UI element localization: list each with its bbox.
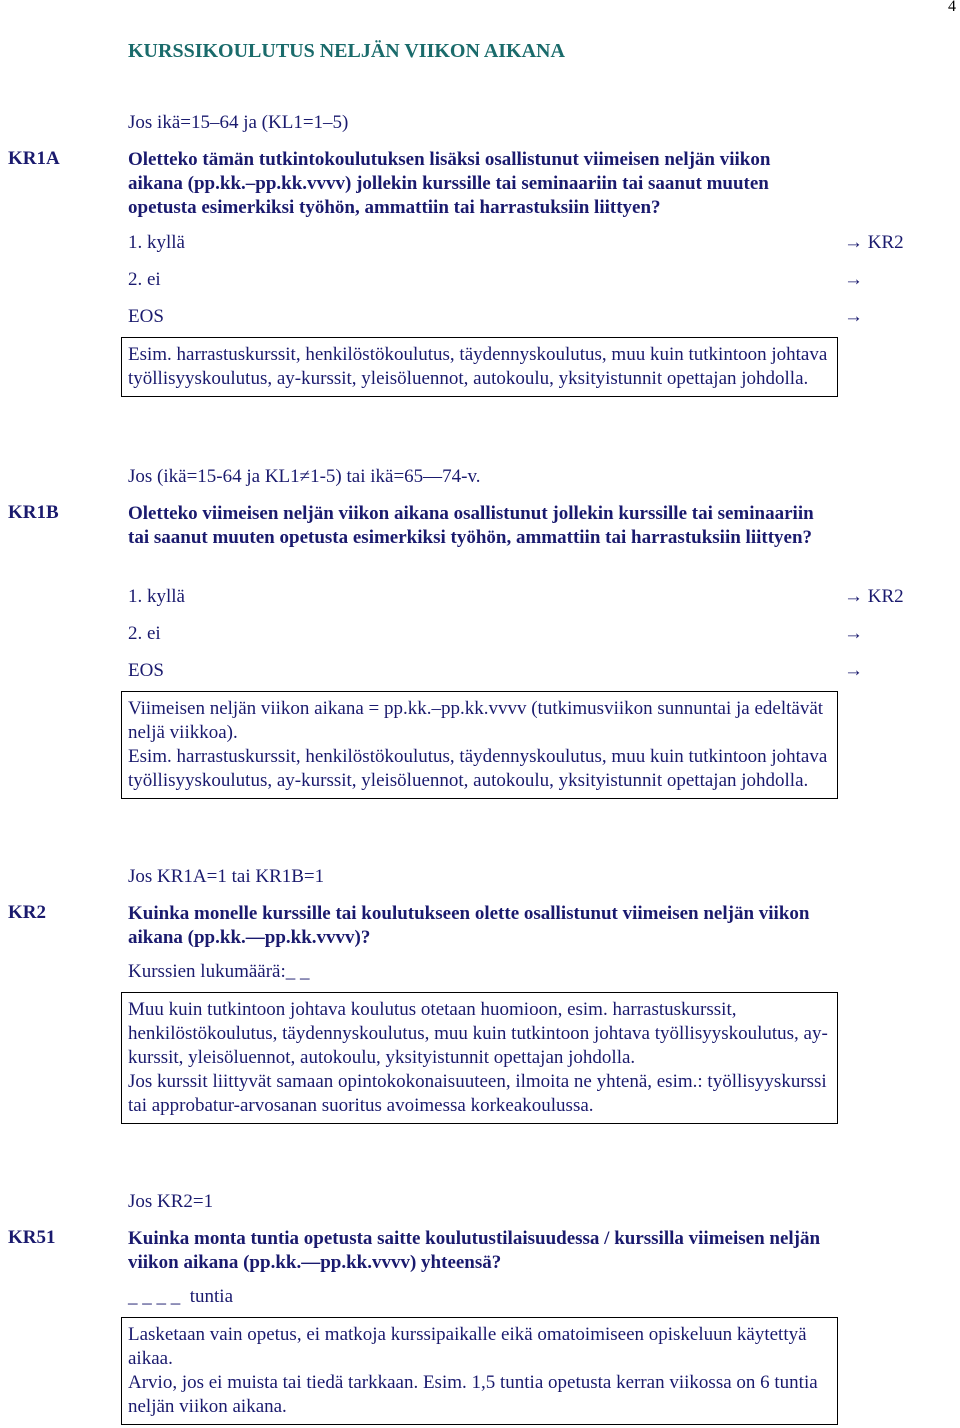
instruction-text: Jos kurssit liittyvät samaan opintokokonaisuuteen, ilmoita ne yhtenä, esim.: työllisyyskurssi tai approbatur-arvosanan suoritus avoimessa korkeakoulussa. — [128, 1071, 827, 1116]
condition-text: Jos KR1A=1 tai KR1B=1 — [128, 866, 325, 887]
condition-text: Jos ikä=15–64 ja (KL1=1–5) — [128, 112, 349, 133]
condition-text: Jos KR2=1 — [128, 1191, 214, 1212]
instruction-text: Viimeisen neljän viikon aikana = pp.kk.–pp.kk.vvvv (tutkimusviikon sunnuntai ja edeltävät neljä viikkoa). — [128, 698, 824, 743]
condition-text: Jos (ikä=15-64 ja KL1≠1-5) tai ikä=65—74-v. — [128, 466, 481, 487]
instruction-text: Lasketaan vain opetus, ei matkoja kurssipaikalle eikä omatoimiseen opiskeluun käytettyä aikaa. — [128, 1324, 807, 1369]
option-eos[interactable]: EOS — [128, 660, 164, 681]
question-text: Oletteko tämän tutkintokoulutuksen lisäksi osallistunut viimeisen neljän viikon aikana (pp.kk.–pp.kk.vvvv) jollekin kurssille tai seminaariin tai saanut muuten opetusta esimerkiksi työhön, ammattiin tai harrastuksiin liittyen? — [128, 149, 771, 218]
question-text: Kuinka monelle kurssille tai koulutukseen olette osallistunut viimeisen neljän viikon aikana (pp.kk.—pp.kk.vvvv)? — [128, 903, 810, 948]
question-code: KR1A — [8, 148, 60, 169]
option-yes[interactable]: 1. kyllä — [128, 586, 185, 607]
option-no[interactable]: 2. ei — [128, 269, 161, 290]
instruction-text: Esim. harrastuskurssit, henkilöstökoulutus, täydennyskoulutus, muu kuin tutkintoon johtava työllisyyskoulutus, ay-kurssit, yleisöluennot, autokoulu, yksityistunnit opettajan johdolla. — [128, 344, 828, 389]
instruction-text: Arvio, jos ei muista tai tiedä tarkkaan. Esim. 1,5 tuntia opetusta kerran viikossa on 6 tuntia neljän viikon aikana. — [128, 1372, 818, 1417]
page-number: 4 — [948, 0, 956, 15]
routing-arrow: → — [844, 306, 863, 327]
instruction-box — [121, 691, 838, 799]
section-title: KURSSIKOULUTUS NELJÄN VIIKON AIKANA — [128, 40, 565, 62]
answer-field-course-count[interactable]: Kurssien lukumäärä:_ _ — [128, 961, 310, 982]
instruction-box — [121, 1317, 838, 1425]
instruction-text: Muu kuin tutkintoon johtava koulutus otetaan huomioon, esim. harrastuskurssit, henkilöstökoulutus, täydennyskoulutus, muu kuin tutkintoon johtava työllisyyskoulutus, ay-kurssit, yleisöluennot, autokoulu, yksityistunnit opettajan johdolla. — [128, 999, 828, 1068]
option-eos[interactable]: EOS — [128, 306, 164, 327]
question-text: Kuinka monta tuntia opetusta saitte koulutustilaisuudessa / kurssilla viimeisen neljän viikon aikana (pp.kk.—pp.kk.vvvv) yhteensä? — [128, 1228, 821, 1273]
question-text: Oletteko viimeisen neljän viikon aikana osallistunut jollekin kurssille tai seminaariin tai saanut muuten opetusta esimerkiksi työhön, ammattiin tai harrastuksiin liittyen? — [128, 503, 814, 548]
question-code: KR1B — [8, 502, 59, 523]
routing-arrow: → — [844, 269, 863, 290]
answer-field-hours[interactable]: _ _ _ _ tuntia — [128, 1286, 234, 1307]
routing-arrow: → — [844, 623, 863, 644]
question-code: KR2 — [8, 902, 46, 923]
instruction-box — [121, 992, 838, 1124]
routing-arrow-kr2: → KR2 — [844, 232, 904, 253]
option-yes[interactable]: 1. kyllä — [128, 232, 185, 253]
routing-arrow-kr2: → KR2 — [844, 586, 904, 607]
question-code: KR51 — [8, 1227, 56, 1248]
instruction-box — [121, 337, 838, 397]
routing-arrow: → — [844, 660, 863, 681]
instruction-text: Esim. harrastuskurssit, henkilöstökoulutus, täydennyskoulutus, muu kuin tutkintoon johtava työllisyyskoulutus, ay-kurssit, yleisöluennot, autokoulu, yksityistunnit opettajan johdolla. — [128, 746, 828, 791]
option-no[interactable]: 2. ei — [128, 623, 161, 644]
